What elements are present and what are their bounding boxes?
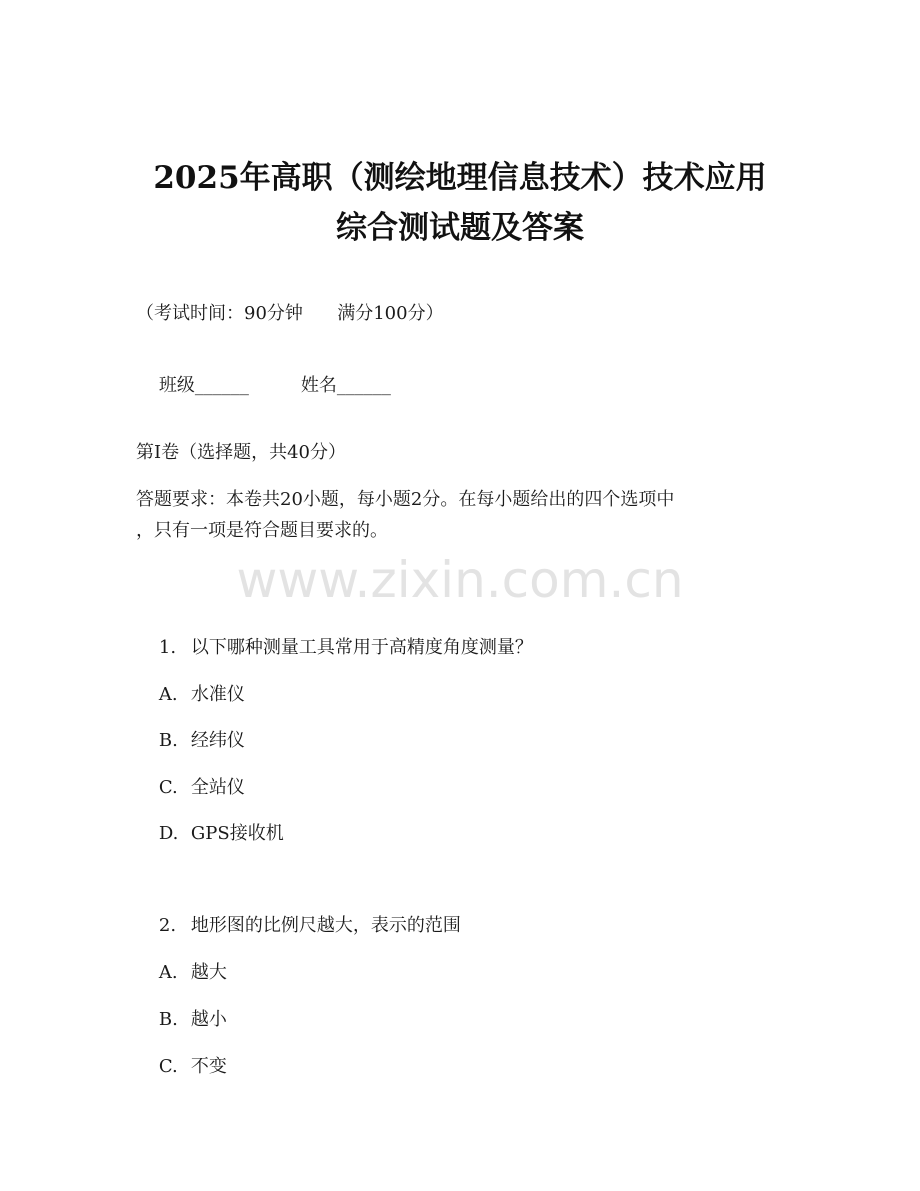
option-label: B. (158, 1009, 178, 1030)
question-number: 1. (158, 637, 177, 658)
question-text: 地形图的比例尺越大，表示的范围 (190, 915, 461, 936)
exam-info: （考试时间：90分钟 满分100分） (136, 303, 444, 324)
question-2-option-c (136, 1031, 227, 1103)
student-info-row (136, 350, 391, 422)
option-text: GPS接收机 (190, 823, 284, 844)
question-1-option-d (136, 798, 284, 870)
document-title-line-1: 2025年高职（测绘地理信息技术）技术应用 (153, 160, 767, 196)
requirement-text-line-2: ，只有一项是符合题目要求的。 (136, 520, 388, 541)
option-label: C. (158, 1056, 178, 1077)
class-field-label: 班级______ (158, 375, 249, 396)
option-label: D. (158, 823, 179, 844)
option-text: 越小 (190, 1009, 227, 1030)
question-text: 以下哪种测量工具常用于高精度角度测量？ (190, 637, 533, 658)
option-text: 经纬仪 (190, 730, 245, 751)
option-label: B. (158, 730, 178, 751)
option-text: 全站仪 (190, 777, 245, 798)
section-title: 第I卷（选择题，共40分） (136, 442, 347, 463)
name-field-label: 姓名______ (300, 375, 391, 396)
question-number: 2. (158, 915, 177, 936)
requirement-text-line-1: 答题要求：本卷共20小题，每小题2分。在每小题给出的四个选项中 (136, 489, 675, 510)
option-label: C. (158, 777, 178, 798)
option-label: A. (158, 962, 178, 983)
watermark: www.zixin.com.cn (236, 551, 684, 609)
option-label: A. (158, 684, 178, 705)
option-text: 越大 (190, 962, 227, 983)
document-title-line-2: 综合测试题及答案 (336, 210, 584, 246)
option-text: 水准仪 (190, 684, 245, 705)
option-text: 不变 (190, 1056, 227, 1077)
